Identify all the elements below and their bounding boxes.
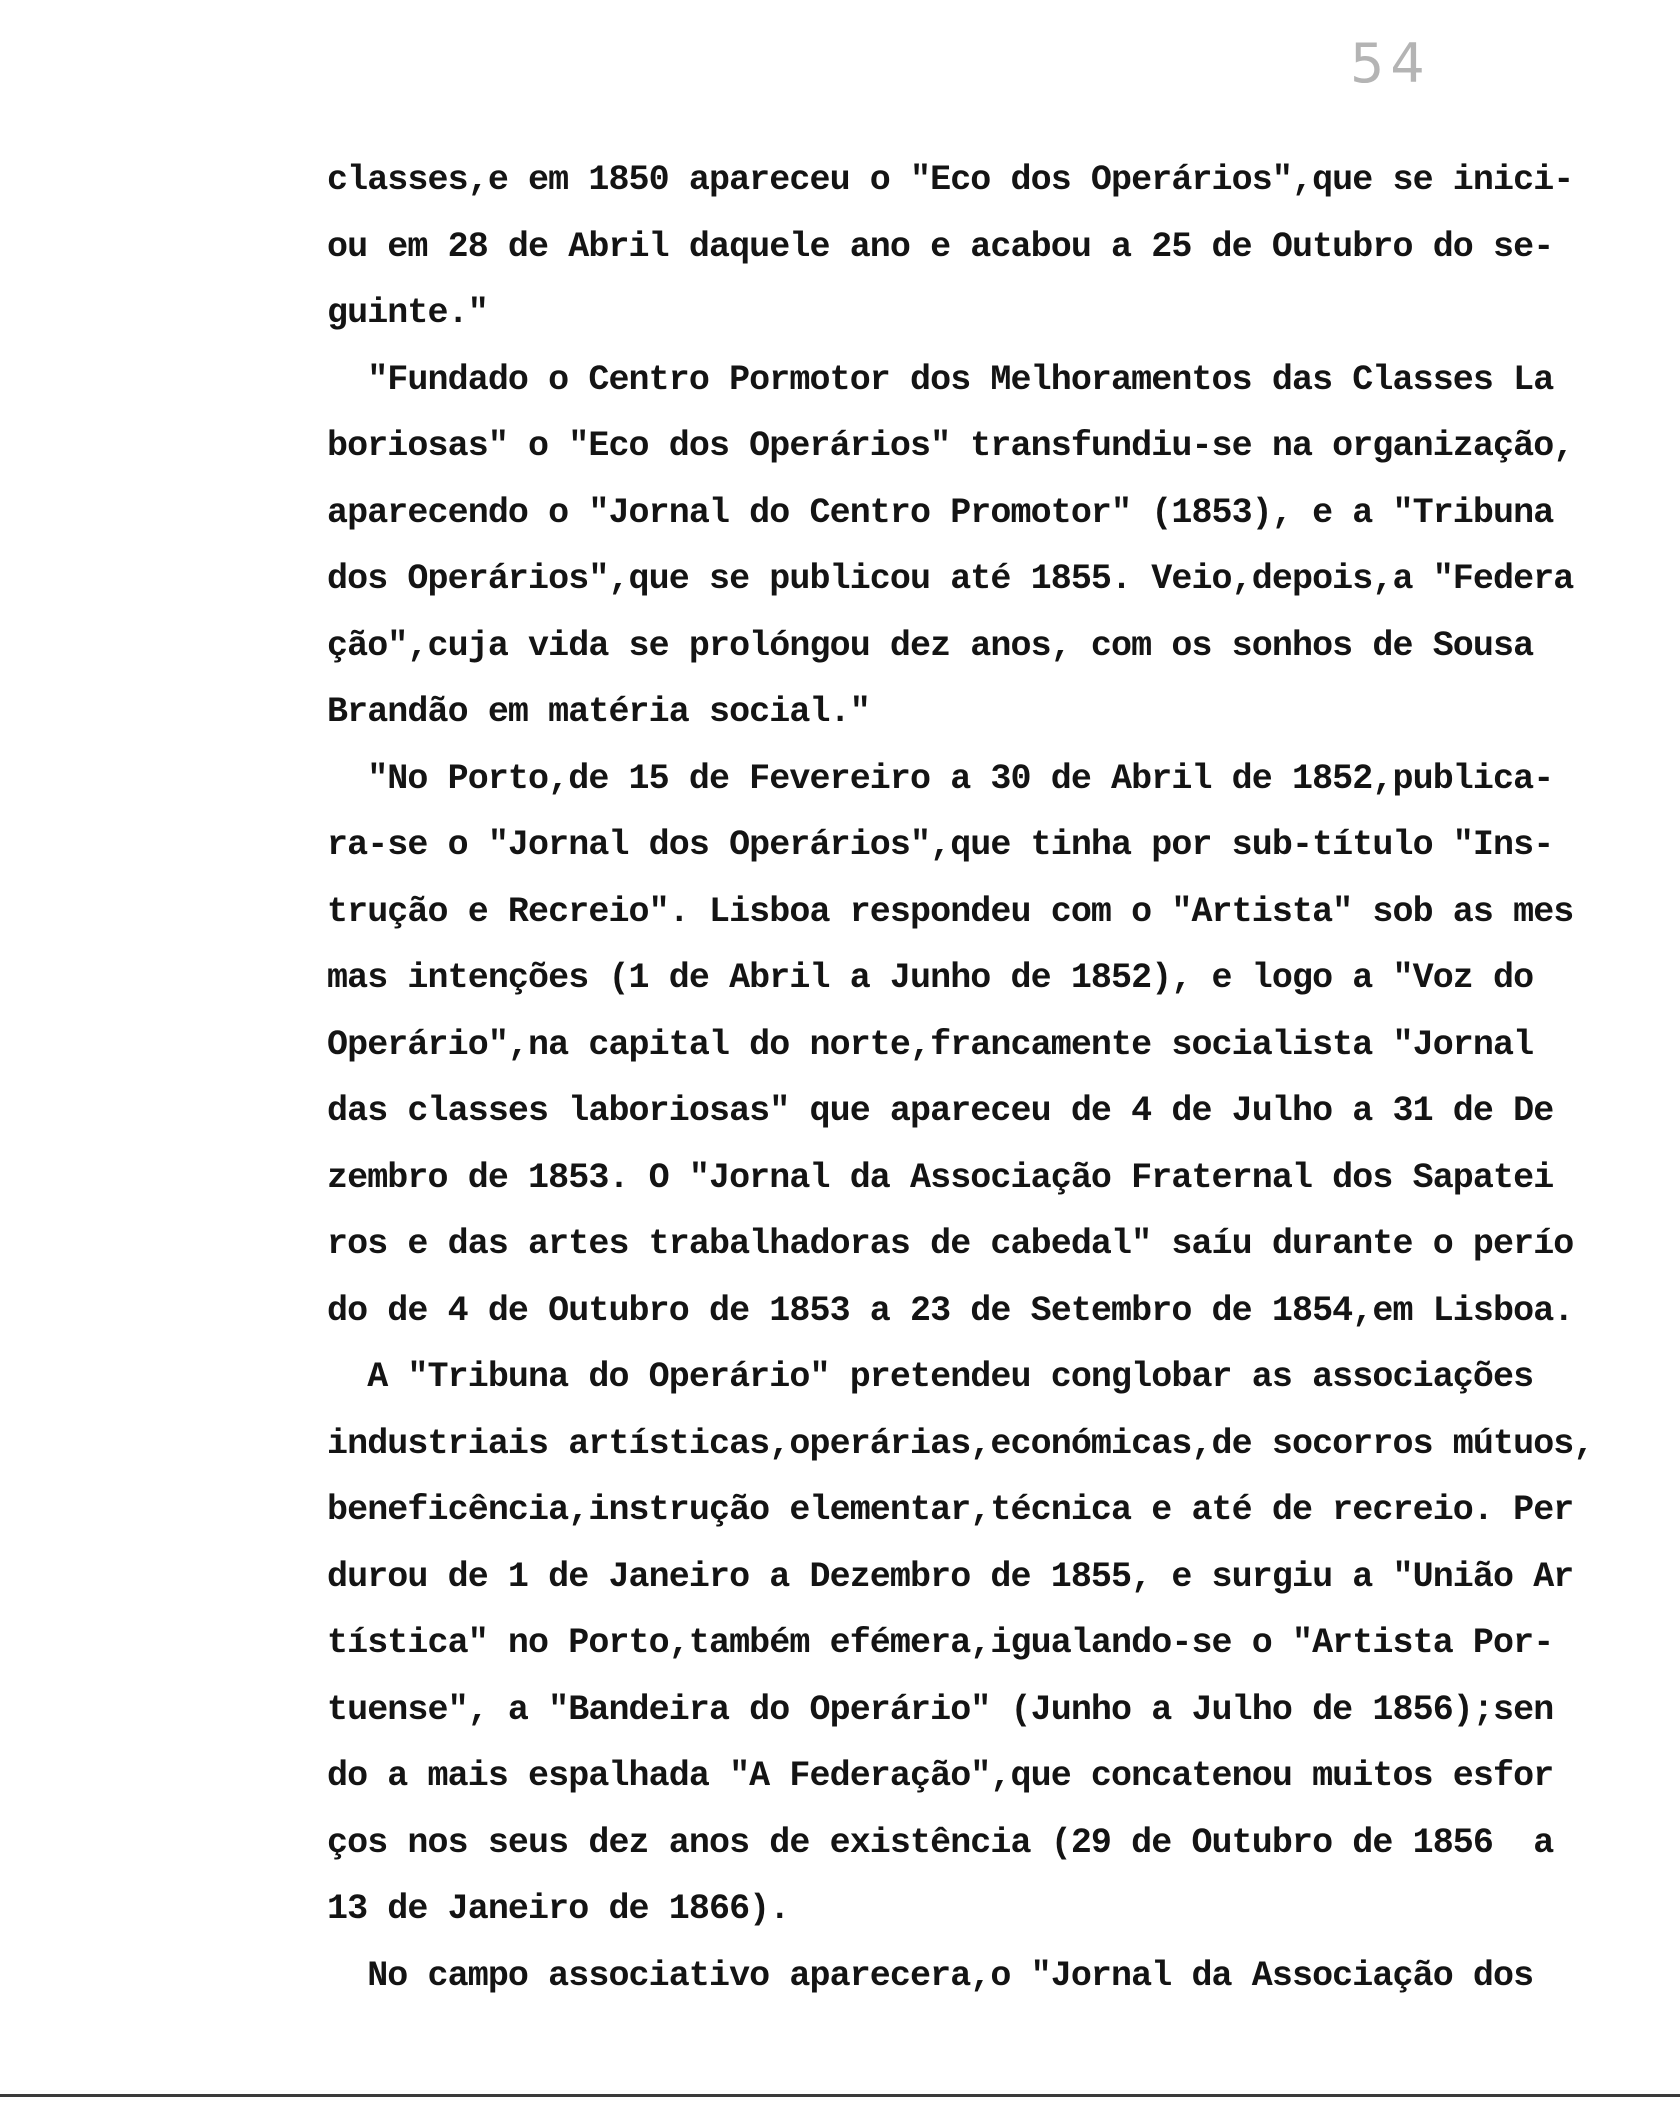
text-line: Operário",na capital do norte,francamente socialista "Jornal: [327, 1024, 1534, 1065]
text-line: guinte.": [327, 293, 488, 333]
bottom-scan-edge: [0, 2094, 1680, 2097]
text-line: boriosas" o "Eco dos Operários" transfundiu-se na organização,: [327, 426, 1574, 466]
text-line: Brandão em matéria social.": [327, 692, 870, 732]
text-line: tuense", a "Bandeira do Operário" (Junho a Julho de 1856);sen: [327, 1689, 1554, 1730]
text-line: trução e Recreio". Lisboa respondeu com o "Artista" sob as mes: [327, 891, 1574, 932]
text-line: tística" no Porto,também efémera,igualando-se o "Artista Por-: [327, 1623, 1554, 1663]
text-line: dos Operários",que se publicou até 1855. Veio,depois,a "Federa: [327, 559, 1574, 599]
text-line: A "Tribuna do Operário" pretendeu conglobar as associações: [327, 1357, 1534, 1397]
text-line: aparecendo o "Jornal do Centro Promotor" (1853), e a "Tribuna: [327, 492, 1554, 533]
text-line: beneficência,instrução elementar,técnica e até de recreio. Per: [327, 1490, 1574, 1530]
text-line: "Fundado o Centro Pormotor dos Melhoramentos das Classes La: [327, 359, 1554, 400]
text-line: "No Porto,de 15 de Fevereiro a 30 de Abril de 1852,publica-: [327, 758, 1554, 799]
text-line: No campo associativo aparecera,o "Jornal da Associação dos: [327, 1955, 1534, 1996]
text-line: ra-se o "Jornal dos Operários",que tinha por sub-título "Ins-: [327, 825, 1554, 865]
text-line: zembro de 1853. O "Jornal da Associação Fraternal dos Sapatei: [327, 1157, 1554, 1198]
text-line: ou em 28 de Abril daquele ano e acabou a 25 de Outubro do se-: [327, 226, 1554, 267]
text-line: ros e das artes trabalhadoras de cabedal" saíu durante o perío: [327, 1224, 1574, 1264]
text-line: ção",cuja vida se prolóngou dez anos, com os sonhos de Sousa: [327, 625, 1534, 666]
text-line: do a mais espalhada "A Federação",que concatenou muitos esfor: [327, 1756, 1554, 1796]
text-line: 13 de Janeiro de 1866).: [327, 1889, 790, 1929]
text-line: durou de 1 de Janeiro a Dezembro de 1855, e surgiu a "União Ar: [327, 1556, 1574, 1597]
text-line: mas intenções (1 de Abril a Junho de 1852), e logo a "Voz do: [327, 958, 1534, 998]
text-line: industriais artísticas,operárias,económicas,de socorros mútuos,: [327, 1423, 1594, 1464]
text-line: do de 4 de Outubro de 1853 a 23 de Setembro de 1854,em Lisboa.: [327, 1290, 1574, 1331]
page-number: 54: [1350, 32, 1431, 95]
text-line: classes,e em 1850 apareceu o "Eco dos Operários",que se inici-: [327, 160, 1574, 200]
text-line: das classes laboriosas" que apareceu de 4 de Julho a 31 de De: [327, 1091, 1554, 1131]
document-body: [327, 147, 1594, 2009]
text-line: ços nos seus dez anos de existência (29 de Outubro de 1856 a: [327, 1822, 1554, 1863]
